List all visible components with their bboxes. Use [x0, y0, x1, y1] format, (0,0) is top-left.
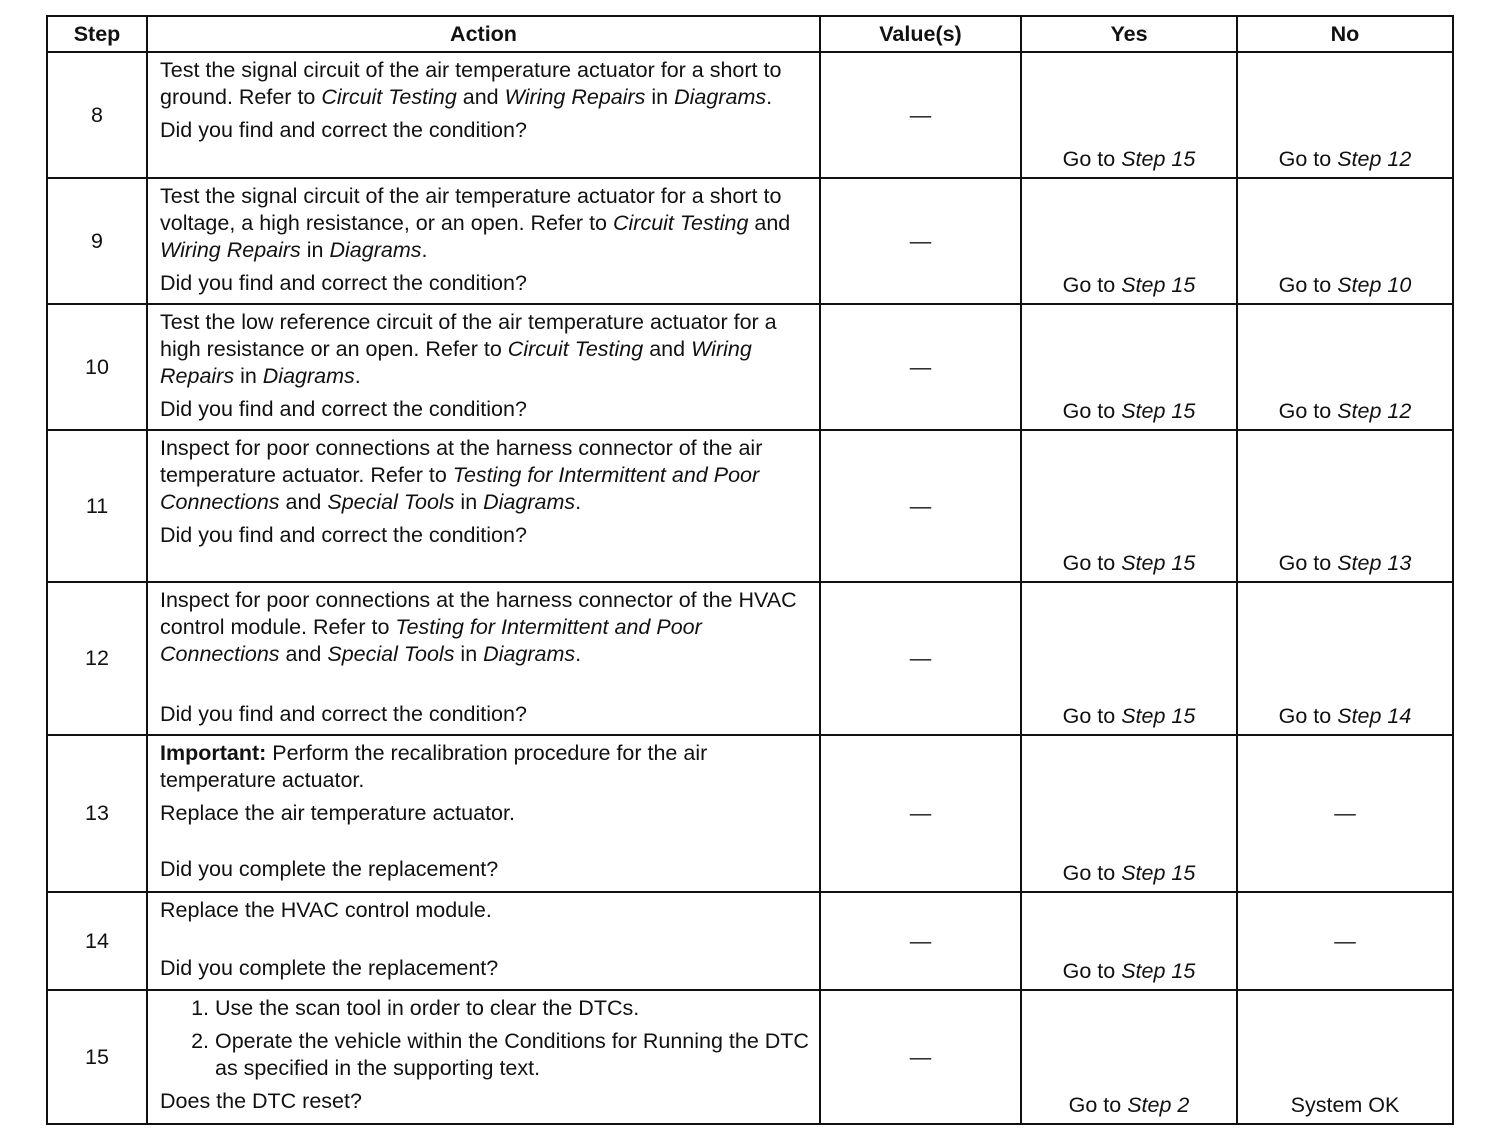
header-values: Value(s): [820, 16, 1021, 52]
action-text: [160, 587, 811, 668]
step-link[interactable]: Step 15: [1121, 551, 1196, 575]
reference-text: Circuit Testing: [612, 211, 749, 235]
goto-label: Go to: [1062, 273, 1122, 297]
goto-label: Go to: [1278, 273, 1338, 297]
no-cell: [1237, 304, 1453, 430]
step-link[interactable]: Step 2: [1127, 1093, 1190, 1117]
body-text: .: [421, 238, 428, 262]
action-question: Did you complete the replacement?: [160, 956, 499, 980]
step-row-14: [47, 892, 1453, 990]
value-cell: —: [820, 990, 1021, 1124]
step-link[interactable]: Step 15: [1121, 147, 1196, 171]
reference-text: Wiring Repairs: [504, 85, 646, 109]
body-text: and: [279, 490, 328, 514]
step-number: 11: [47, 430, 147, 582]
step-link[interactable]: Step 15: [1121, 861, 1196, 885]
step-number: 8: [47, 52, 147, 178]
value-cell: —: [820, 304, 1021, 430]
list-item: 1. Use the scan tool in order to clear the DTCs.: [215, 995, 811, 1022]
step-link[interactable]: Step 15: [1121, 704, 1196, 728]
action-question: Did you complete the replacement?: [160, 857, 499, 881]
reference-text: Wiring Repairs: [160, 238, 301, 262]
reference-text: Diagrams: [329, 238, 422, 262]
action-text: [160, 435, 811, 516]
reference-text: Special Tools: [327, 490, 455, 514]
no-cell: —: [1237, 892, 1453, 990]
body-text: in: [300, 238, 330, 262]
body-text: Perform the recalibration procedure for the air temperature actuator.: [160, 741, 708, 792]
yes-cell: [1021, 990, 1237, 1124]
reference-text: Circuit Testing: [507, 337, 644, 361]
goto-label: Go to: [1278, 551, 1338, 575]
action-cell: [147, 430, 820, 582]
step-link[interactable]: Step 15: [1121, 959, 1196, 983]
body-text: and: [643, 337, 692, 361]
list-item: 2. Operate the vehicle within the Conditions for Running the DTC as specified in the supporting text.: [215, 1028, 811, 1082]
action-cell: [147, 304, 820, 430]
step-number: 10: [47, 304, 147, 430]
yes-cell: [1021, 892, 1237, 990]
body-text: in: [454, 642, 484, 666]
value-cell: —: [820, 735, 1021, 892]
action-cell: [147, 735, 820, 892]
no-cell: [1237, 582, 1453, 735]
procedure-list: [160, 995, 811, 1082]
header-step: Step: [47, 16, 147, 52]
no-cell: System OK: [1237, 990, 1453, 1124]
action-question: Did you find and correct the condition?: [160, 397, 527, 421]
action-question: Does the DTC reset?: [160, 1089, 362, 1113]
body-text: .: [575, 490, 582, 514]
step-row-9: [47, 178, 1453, 304]
step-row-10: [47, 304, 1453, 430]
goto-label: Go to: [1062, 551, 1122, 575]
step-number: 15: [47, 990, 147, 1124]
no-cell: [1237, 178, 1453, 304]
goto-label: Go to: [1278, 704, 1338, 728]
value-cell: —: [820, 52, 1021, 178]
action-question: Did you find and correct the condition?: [160, 118, 527, 142]
action-text: [160, 897, 811, 924]
body-text: Test the signal circuit of the air temperature actuator for a short to ground. Refer to: [160, 58, 782, 109]
important-label: Important:: [160, 741, 267, 765]
reference-text: Wiring Repairs: [160, 337, 752, 388]
reference-text: Testing for Intermittent and Poor Connections: [160, 463, 760, 514]
body-text: in: [234, 364, 263, 388]
goto-label: Go to: [1062, 399, 1122, 423]
step-row-8: [47, 52, 1453, 178]
action-instruction: Replace the air temperature actuator.: [160, 801, 515, 825]
step-number: 13: [47, 735, 147, 892]
yes-cell: [1021, 52, 1237, 178]
action-cell: [147, 52, 820, 178]
reference-text: Testing for Intermittent and Poor Connections: [160, 615, 702, 666]
no-cell: —: [1237, 735, 1453, 892]
step-link[interactable]: Step 14: [1337, 704, 1412, 728]
step-number: 9: [47, 178, 147, 304]
body-text: .: [354, 364, 361, 388]
reference-text: Circuit Testing: [321, 85, 457, 109]
goto-label: Go to: [1062, 861, 1122, 885]
action-cell: [147, 582, 820, 735]
header-no: No: [1237, 16, 1453, 52]
yes-cell: [1021, 582, 1237, 735]
step-number: 14: [47, 892, 147, 990]
action-cell: [147, 178, 820, 304]
action-text: [160, 740, 811, 794]
body-text: in: [454, 490, 484, 514]
value-cell: —: [820, 430, 1021, 582]
yes-cell: [1021, 735, 1237, 892]
header-row: [47, 16, 1453, 52]
body-text: Inspect for poor connections at the harness connector of the HVAC control module. Refer to: [160, 588, 797, 639]
step-row-13: [47, 735, 1453, 892]
body-text: .: [766, 85, 773, 109]
goto-label: Go to: [1062, 959, 1122, 983]
value-cell: —: [820, 582, 1021, 735]
action-text: [160, 57, 811, 111]
action-question: Did you find and correct the condition?: [160, 523, 527, 547]
body-text: and: [748, 211, 791, 235]
body-text: Inspect for poor connections at the harness connector of the air temperature actuator. Refer to: [160, 436, 763, 487]
action-cell: [147, 990, 820, 1124]
reference-text: Special Tools: [327, 642, 455, 666]
yes-cell: [1021, 430, 1237, 582]
step-number: 12: [47, 582, 147, 735]
step-link[interactable]: Step 13: [1337, 551, 1412, 575]
body-text: and: [456, 85, 505, 109]
step-link[interactable]: Step 10: [1337, 273, 1412, 297]
diagnostic-table: [46, 15, 1454, 1125]
reference-text: Diagrams: [483, 642, 576, 666]
step-row-15: [47, 990, 1453, 1124]
no-cell: [1237, 430, 1453, 582]
action-text: [160, 309, 811, 390]
body-text: Test the signal circuit of the air temperature actuator for a short to voltage, a high resistance, or an open. Refer to: [160, 184, 782, 235]
goto-label: Go to: [1278, 147, 1338, 171]
goto-label: Go to: [1068, 1093, 1128, 1117]
step-link[interactable]: Step 15: [1121, 273, 1196, 297]
body-text: Replace the HVAC control module.: [160, 898, 492, 922]
value-cell: —: [820, 178, 1021, 304]
yes-cell: [1021, 304, 1237, 430]
step-row-11: [47, 430, 1453, 582]
body-text: in: [645, 85, 675, 109]
goto-label: Go to: [1062, 147, 1122, 171]
goto-label: Go to: [1062, 704, 1122, 728]
reference-text: Diagrams: [483, 490, 576, 514]
action-question: Did you find and correct the condition?: [160, 271, 527, 295]
step-link[interactable]: Step 12: [1337, 147, 1412, 171]
reference-text: Diagrams: [674, 85, 767, 109]
value-cell: —: [820, 892, 1021, 990]
goto-label: Go to: [1278, 399, 1338, 423]
yes-cell: [1021, 178, 1237, 304]
step-link[interactable]: Step 12: [1337, 399, 1412, 423]
step-link[interactable]: Step 15: [1121, 399, 1196, 423]
no-cell: [1237, 52, 1453, 178]
action-question: Did you find and correct the condition?: [160, 702, 527, 726]
body-text: .: [575, 642, 582, 666]
reference-text: Diagrams: [262, 364, 355, 388]
action-text: [160, 183, 811, 264]
body-text: and: [279, 642, 328, 666]
header-action: Action: [147, 16, 820, 52]
header-yes: Yes: [1021, 16, 1237, 52]
step-row-12: [47, 582, 1453, 735]
action-cell: [147, 892, 820, 990]
body-text: Test the low reference circuit of the air temperature actuator for a high resistance or an open. Refer to: [160, 310, 777, 361]
